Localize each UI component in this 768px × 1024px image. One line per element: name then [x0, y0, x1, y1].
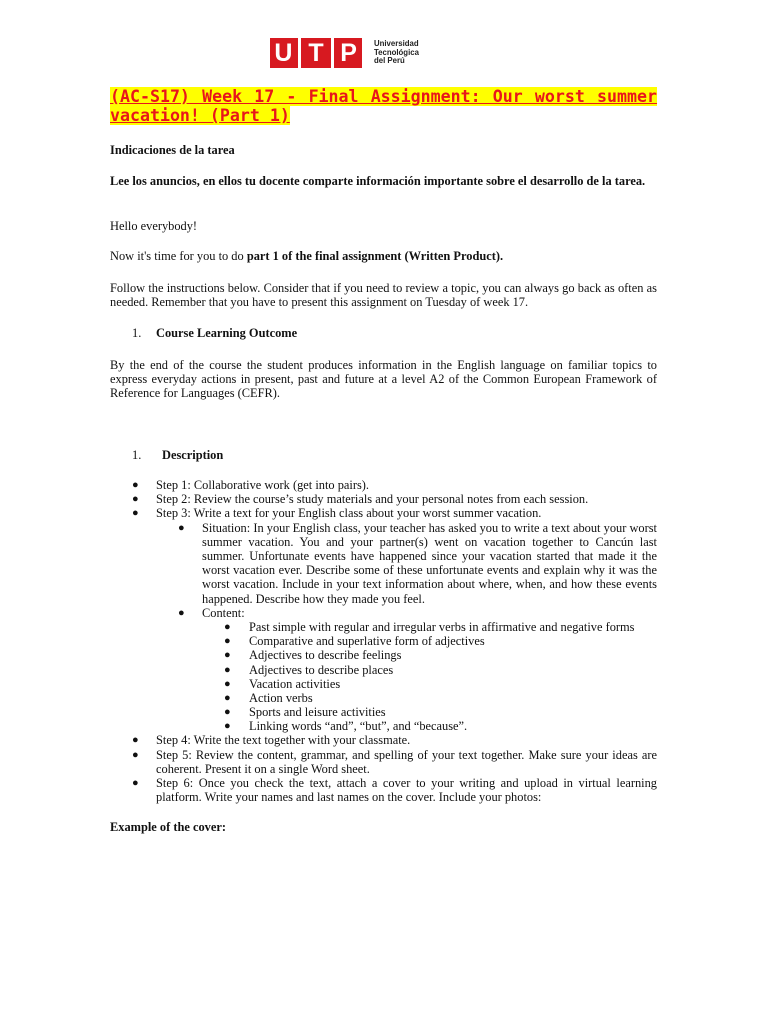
- instructions-paragraph: Follow the instructions below. Consider that if you need to review a topic, you can always go back as often as needed. Remember that you have to present this assignment on Tuesday of week 17.: [110, 281, 657, 310]
- title-text: (AC-S17) Week 17 - Final Assignment: Our worst summer vacation! (Part 1): [110, 87, 657, 125]
- list-item: ● Step 3: Write a text for your English class about your worst summer vacation.: [132, 506, 542, 521]
- logo-university-name: Universidad Tecnológica del Perú: [374, 39, 419, 66]
- logo-letter-u: U: [274, 38, 293, 67]
- list-item: ● Past simple with regular and irregular verbs in affirmative and negative forms: [224, 619, 635, 634]
- list-item: ● Vacation activities: [224, 676, 341, 691]
- list-item: ● Adjectives to describe feelings: [224, 648, 402, 663]
- list-item: ● Action verbs: [224, 690, 313, 705]
- greeting-text: Hello everybody!: [110, 219, 198, 233]
- content-items: [110, 620, 657, 734]
- list-item: ● Content:: [178, 605, 245, 620]
- list-item: ● Situation: In your English class, your teacher has asked you to write a text about your worst summer vacation. You and your partner(s) went on vacation together to Cancún last summer. Unfortunate events have happened since your vacation started that made it the worst vacation ever. Describe some of these unfortunate events and explain why it was the worst vacation. Include in your text information about where, when, and how these events happened. Describe how they made you feel.: [178, 520, 657, 606]
- list-item: ● Step 4: Write the text together with your classmate.: [132, 733, 411, 748]
- list-item: ● Step 2: Review the course’s study materials and your personal notes from each session.: [132, 492, 589, 507]
- logo-letter-t: T: [308, 38, 324, 67]
- list-item: ● Sports and leisure activities: [224, 705, 386, 720]
- example-cover-label: Example of the cover:: [110, 820, 226, 834]
- steps-list: [110, 478, 657, 804]
- utp-logo-mark: [270, 38, 362, 68]
- list-item: ● Adjectives to describe places: [224, 662, 394, 677]
- outcome-paragraph: By the end of the course the student produces information in the English language on familiar topics to express everyday actions in present, past and future at a level A2 of the Common European Framework of Reference for Languages (CEFR).: [110, 358, 657, 401]
- utp-logo: [270, 38, 419, 68]
- lee-anuncios-text: Lee los anuncios, en ellos tu docente comparte información importante sobre el desarrollo de la tarea.: [110, 174, 646, 188]
- list-item: ● Step 5: Review the content, grammar, and spelling of your text together. Make sure your ideas are coherent. Present it on a single Word sheet.: [132, 747, 657, 776]
- indicaciones-heading: Indicaciones de la tarea: [110, 143, 235, 157]
- intro-paragraph: Now it's time for you to do part 1 of the final assignment (Written Product).: [110, 249, 504, 263]
- situation-text: Situation: In your English class, your teacher has asked you to write a text about your worst summer vacation. You and your partner(s) went on vacation together to Cancún last summer. Unfortunate events have happened since your vacation started that made it the worst vacation ever. Describe some of these unfortunate events and explain why it was the worst vacation. Include in your text information about where, when, and how these events happened. Describe how they made you feel.: [202, 520, 657, 606]
- assignment-title: [110, 87, 657, 125]
- list-item: ● Step 6: Once you check the text, attach a cover to your writing and upload in virtual learning platform. Write your names and last names on the cover. Include your photos:: [132, 776, 657, 805]
- list-item: ● Comparative and superlative form of adjectives: [224, 634, 485, 649]
- logo-letter-p: P: [340, 38, 357, 67]
- list-item: ● Step 1: Collaborative work (get into pairs).: [132, 478, 370, 492]
- list-item: ● Linking words “and”, “but”, and “because”.: [224, 719, 468, 734]
